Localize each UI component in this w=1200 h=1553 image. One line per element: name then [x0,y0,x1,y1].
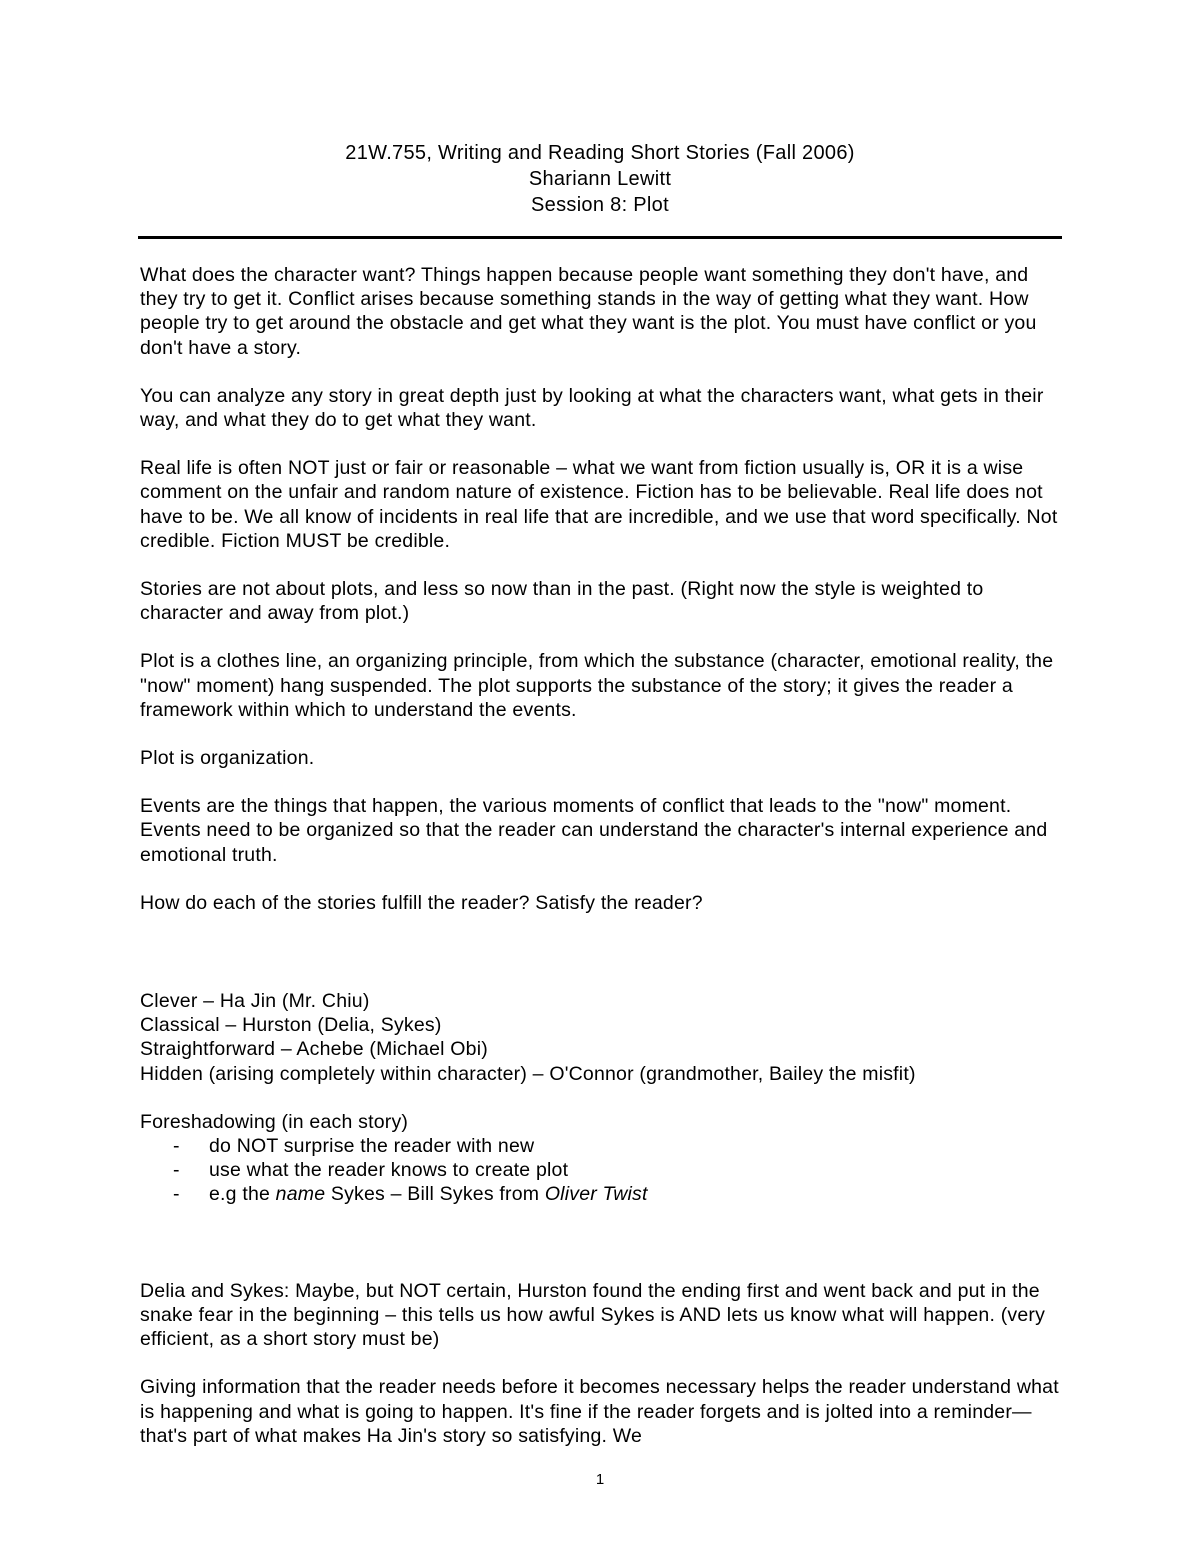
instructor-name: Shariann Lewitt [528,168,672,190]
session-title: Session 8: Plot [531,194,669,216]
plot-type-clever: Clever – Ha Jin (Mr. Chiu) [140,990,370,1013]
italic-name: name [275,1183,326,1206]
course-title: 21W.755, Writing and Reading Short Stories (Fall 2006) [345,142,855,164]
paragraph-delia-sykes: Delia and Sykes: Maybe, but NOT certain, Hurston found the ending first and went back and put in the snake fear in the beginning – this tells us how awful Sykes is AND lets us know what will happen. (very efficient, as a short story must be) [140,1279,1046,1351]
paragraph-character-want: What does the character want? Things happen because people want something they don't have, and they try to get it. Conflict arises because something stands in the way of getting what they want. How people try to get around the obstacle and get what they want is the plot. You must have conflict or you don't have a story. [140,264,1037,359]
bullet-dash: - [173,1159,180,1182]
bullet-dash: - [173,1135,180,1158]
foreshadowing-heading: Foreshadowing (in each story) [140,1110,409,1133]
bullet-dash: - [173,1183,180,1206]
paragraph-clothes-line: Plot is a clothes line, an organizing principle, from which the substance (character, emotional reality, the "now" moment) hang suspended. The plot supports the substance of the story; it gives the reader a framework within which to understand the events. [140,650,1054,721]
list-item: - use what the reader knows to create plot [173,1159,569,1182]
list-item: - e.g the name Sykes – Bill Sykes from Oliver Twist [173,1183,648,1206]
italic-book-title: Oliver Twist [544,1183,648,1206]
header-divider [138,236,1062,239]
list-item: - do NOT surprise the reader with new [173,1135,535,1158]
paragraph-stories-not-plots: Stories are not about plots, and less so now than in the past. (Right now the style is weighted to character and away from plot.) [140,578,984,625]
paragraph-plot-organization: Plot is organization. [140,747,315,770]
plot-type-straightforward: Straightforward – Achebe (Michael Obi) [140,1038,488,1061]
plot-type-hidden: Hidden (arising completely within character) – O'Connor (grandmother, Bailey the misfit) [140,1062,916,1085]
foreshadowing-list [140,1134,1065,1207]
plot-types-list [140,989,1065,1086]
section-spacer [140,1231,1065,1279]
paragraph-analyze-story: You can analyze any story in great depth just by looking at what the characters want, what gets in their way, and what they do to get what they want. [140,384,1044,432]
paragraph-giving-information: Giving information that the reader needs before it becomes necessary helps the reader understand what is happening and what is going to happen. It's fine if the reader forgets and is jolted into a reminder—that's part of what makes Ha Jin's story so satisfying. We [140,1376,1059,1447]
plot-type-classical: Classical – Hurston (Delia, Sykes) [140,1014,442,1037]
page-number: 1 [595,1471,605,1488]
document-body [140,263,1065,1472]
paragraph-events: Events are the things that happen, the various moments of conflict that leads to the "now" moment. Events need to be organized so that the reader can understand the character's internal experience and emotional truth. [140,795,1048,866]
paragraph-fulfill-reader: How do each of the stories fulfill the reader? Satisfy the reader? [140,891,703,914]
paragraph-real-life: Real life is often NOT just or fair or reasonable – what we want from fiction usually is, OR it is a wise comment on the unfair and random nature of existence. Fiction has to be believable. Real life does not have to be. We all know of incidents in real life that are incredible, and we use that word specifically. Not credible. Fiction MUST be credible. [140,457,1058,552]
foreshadowing-section [140,1110,1065,1207]
document-header [140,140,1060,218]
